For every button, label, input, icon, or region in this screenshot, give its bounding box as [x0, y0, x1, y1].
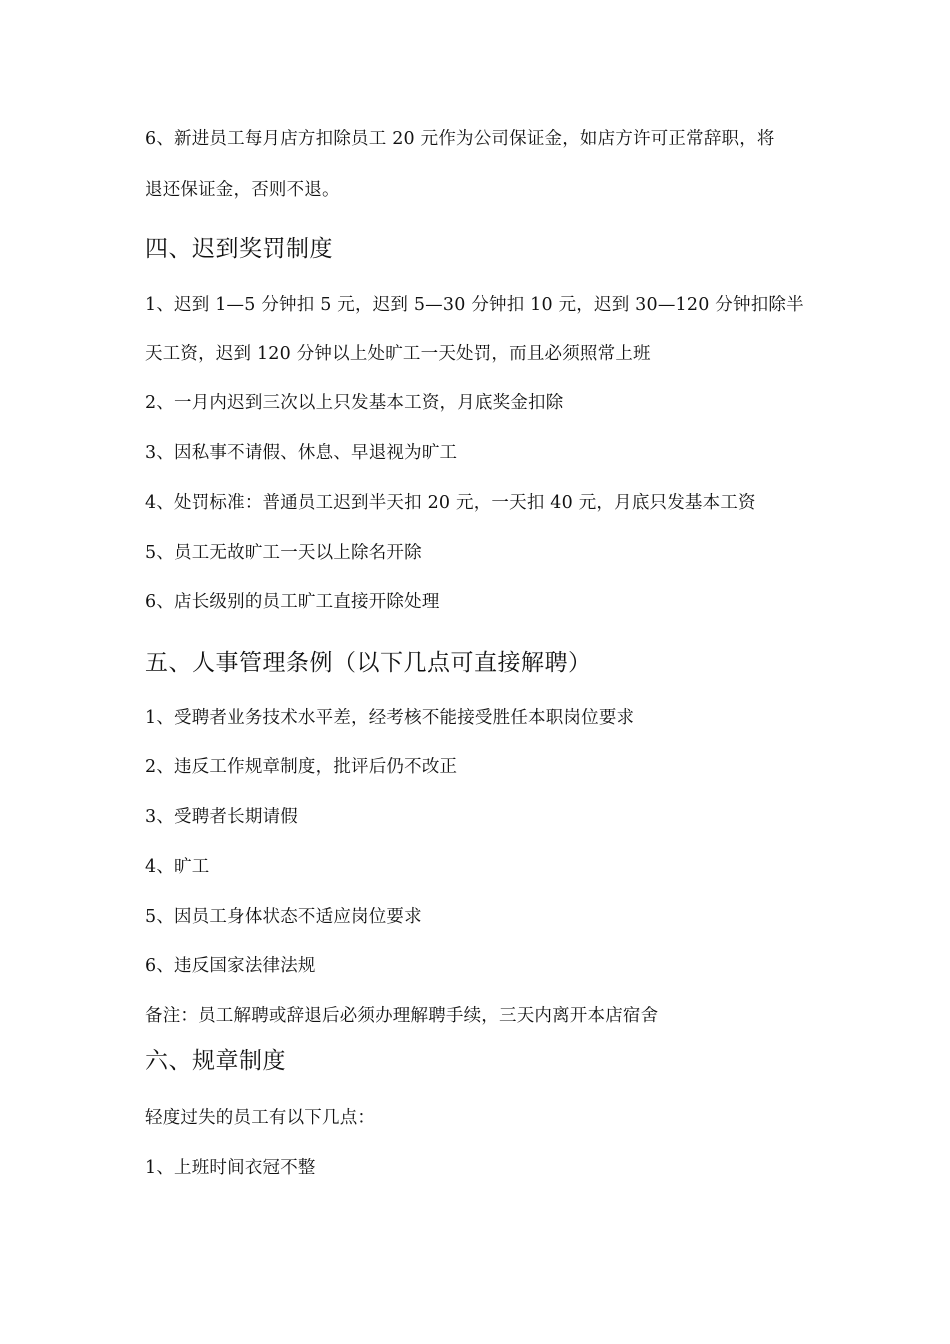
section4-item3: 3、因私事不请假、休息、早退视为旷工: [145, 443, 458, 463]
section5-item1: 1、受聘者业务技术水平差，经考核不能接受胜任本职岗位要求: [145, 708, 635, 728]
section4-heading: 四、迟到奖罚制度: [145, 236, 333, 262]
section5-note: 备注：员工解聘或辞退后必须办理解聘手续，三天内离开本店宿舍: [145, 1006, 659, 1026]
section4-item6: 6、店长级别的员工旷工直接开除处理: [145, 592, 440, 612]
section3-item6-line1: 6、新进员工每月店方扣除员工 20 元作为公司保证金，如店方许可正常辞职，将: [145, 129, 775, 149]
section3-item6-line2: 退还保证金，否则不退。: [145, 180, 340, 200]
section5-item4: 4、旷工: [145, 857, 210, 877]
section5-heading: 五、人事管理条例（以下几点可直接解聘）: [145, 650, 592, 676]
section6-intro: 轻度过失的员工有以下几点：: [145, 1108, 376, 1128]
section5-item2: 2、违反工作规章制度，批评后仍不改正: [145, 757, 458, 777]
section5-item6: 6、违反国家法律法规: [145, 956, 316, 976]
section5-item5: 5、因员工身体状态不适应岗位要求: [145, 907, 422, 927]
section4-item1-line2: 天工资，迟到 120 分钟以上处旷工一天处罚，而且必须照常上班: [145, 344, 651, 364]
section4-item5: 5、员工无故旷工一天以上除名开除: [145, 543, 422, 563]
section4-item4: 4、处罚标准：普通员工迟到半天扣 20 元，一天扣 40 元，月底只发基本工资: [145, 493, 756, 513]
section6-heading: 六、规章制度: [145, 1048, 286, 1074]
section4-item1-line1: 1、迟到 1—5 分钟扣 5 元，迟到 5—30 分钟扣 10 元，迟到 30—120 分钟扣除半: [145, 295, 804, 315]
section5-item3: 3、受聘者长期请假: [145, 807, 298, 827]
section6-item1: 1、上班时间衣冠不整: [145, 1158, 316, 1178]
section4-item2: 2、一月内迟到三次以上只发基本工资，月底奖金扣除: [145, 393, 564, 413]
